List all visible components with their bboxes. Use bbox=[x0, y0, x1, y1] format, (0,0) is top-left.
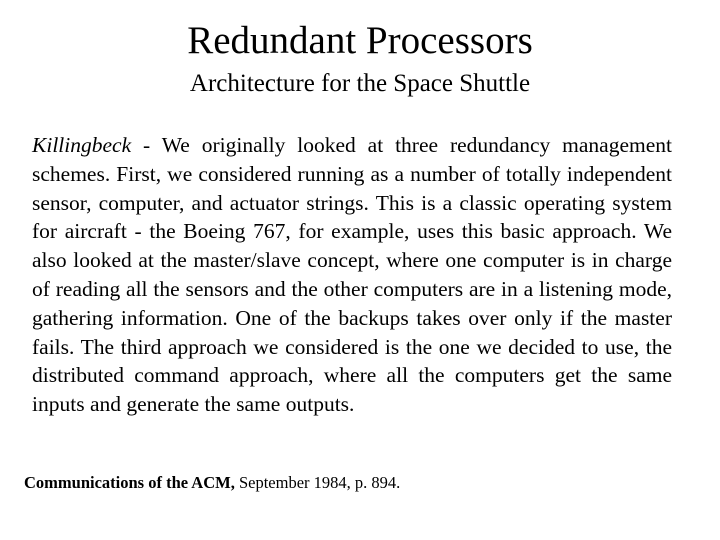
citation bbox=[24, 472, 400, 494]
quote-paragraph bbox=[32, 131, 672, 419]
slide-title: Redundant Processors bbox=[187, 19, 533, 62]
quote-text: We originally looked at three redundancy management schemes. First, we considered running as a number of totally independent sensor, computer, and actuator strings. This is a classic operating system for aircraft - the Boeing 767, for example, uses this basic approach. We also looked at the master/slave concept, where one computer is in charge of reading all the sensors and the other computers are in a listening mode, gathering information. One of the backups takes over only if the master fails. The third approach we considered is the one we decided to use, the distributed command approach, where all the computers get the same inputs and generate the same outputs. bbox=[32, 133, 672, 417]
citation-source: Communications of the ACM, bbox=[24, 473, 235, 492]
slide-subtitle: Architecture for the Space Shuttle bbox=[189, 70, 531, 97]
quote-speaker: Killingbeck bbox=[32, 133, 132, 157]
citation-details: September 1984, p. 894. bbox=[234, 473, 401, 492]
quote-separator: - bbox=[131, 133, 162, 157]
